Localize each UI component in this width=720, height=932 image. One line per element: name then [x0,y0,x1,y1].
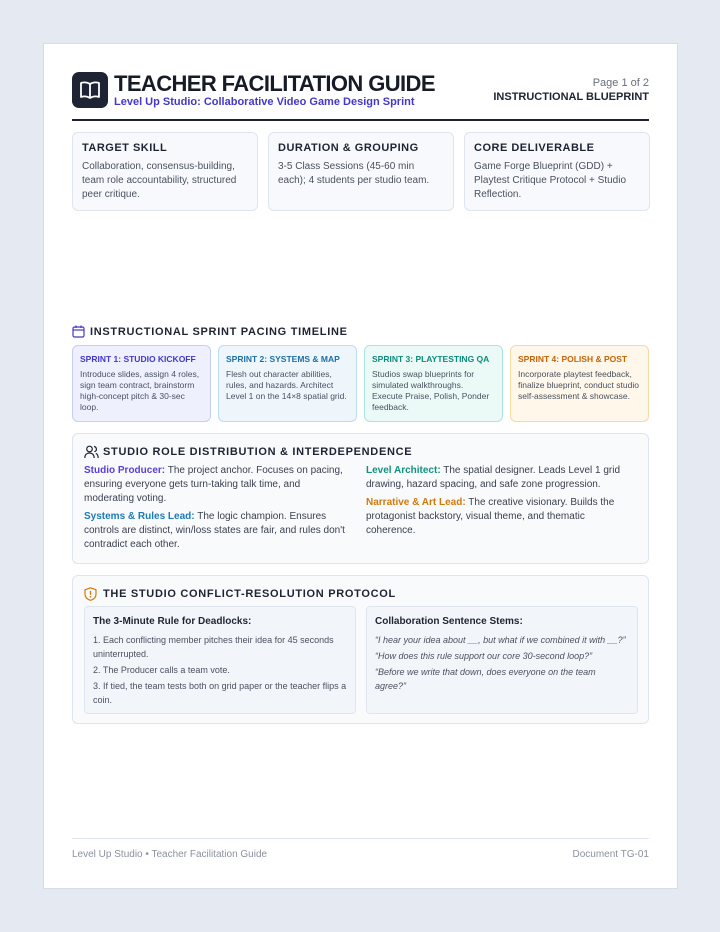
page-subtitle: Level Up Studio: Collaborative Video Game Design Sprint [114,96,415,108]
sprint-heading: SPRINT 4: POLISH & POST [518,354,628,364]
role-description: The creative visionary. Builds the protagonist backstory, visual theme, and thematic coherence. [366,497,615,536]
role-studio-producer [84,464,352,506]
deadlock-rule-box [84,606,356,714]
sprint-card-3 [364,345,503,422]
rule-step: 1. Each conflicting member pitches their idea for 45 seconds uninterrupted. [93,635,334,659]
document-type: INSTRUCTIONAL BLUEPRINT [493,91,649,103]
rule-step: 2. The Producer calls a team vote. [93,665,230,675]
role-description: The spatial designer. Leads Level 1 grid drawing, hazard spacing, and safe zone progression. [366,465,621,490]
role-name: Systems & Rules Lead: [84,511,195,522]
info-card-body: Game Forge Blueprint (GDD) + Playtest Critique Protocol + Studio Reflection. [474,161,627,200]
sentence-stem: “I hear your idea about __, but what if we combined it with __?” [375,635,626,645]
sprint-card-1 [72,345,211,422]
sprint-heading: SPRINT 1: STUDIO KICKOFF [80,354,196,364]
role-name: Narrative & Art Lead: [366,497,466,508]
sentence-stem: “Before we write that down, does everyone on the team agree?” [375,667,596,691]
info-card-heading: TARGET SKILL [82,142,168,154]
deadlock-rule-title: The 3-Minute Rule for Deadlocks: [93,616,252,627]
info-card-duration [268,132,454,211]
role-description: The logic champion. Ensures controls are distinct, win/loss states are fair, and rules don't contradict each other. [84,511,345,550]
sprint-body: Flesh out character abilities, rules, and hazards. Architect Level 1 on the 14×8 spatial grid. [226,369,347,401]
role-narrative-lead [366,496,634,538]
roles-title: STUDIO ROLE DISTRIBUTION & INTERDEPENDENCE [103,446,413,458]
info-card-heading: DURATION & GROUPING [278,142,419,154]
document-page [43,43,678,889]
footer [72,838,649,860]
shield-alert-icon [84,587,97,601]
sprint-card-2 [218,345,357,422]
sentence-stems-title: Collaboration Sentence Stems: [375,616,523,627]
role-name: Level Architect: [366,465,441,476]
roles-panel [72,433,649,564]
info-card-body: 3-5 Class Sessions (45-60 min each); 4 students per studio team. [278,161,430,186]
sentence-stem: “How does this rule support our core 30-second loop?” [375,651,593,661]
role-systems-lead [84,510,352,552]
info-card-target-skill [72,132,258,211]
info-card-body: Collaboration, consensus-building, team role accountability, structured peer critique. [82,161,237,200]
sprint-body: Studios swap blueprints for simulated walkthroughs. Execute Praise, Polish, Ponder feedback. [372,369,490,412]
book-icon [72,72,108,108]
conflict-panel [72,575,649,724]
role-name: Studio Producer: [84,465,166,476]
conflict-title: THE STUDIO CONFLICT-RESOLUTION PROTOCOL [103,588,396,600]
sprint-body: Introduce slides, assign 4 roles, sign team contract, brainstorm high-concept pitch & 30-sec loop. [80,369,200,412]
sprint-card-4 [510,345,649,422]
sprint-body: Incorporate playtest feedback, finalize blueprint, conduct studio self-assessment & showcase. [518,369,639,401]
sprint-heading: SPRINT 2: SYSTEMS & MAP [226,354,340,364]
footer-right: Document TG-01 [572,849,649,860]
role-level-architect [366,464,634,492]
role-description: The project anchor. Focuses on pacing, ensuring everyone gets turn-taking talk time, and moderating voting. [84,465,343,504]
calendar-icon [72,325,85,338]
info-card-deliverable [464,132,650,211]
header [72,72,649,121]
page-number: Page 1 of 2 [592,77,649,89]
roles-right-column [366,464,634,542]
roles-left-column [84,464,352,556]
info-card-heading: CORE DELIVERABLE [474,142,595,154]
sentence-stems-box [366,606,638,714]
sprint-heading: SPRINT 3: PLAYTESTING QA [372,354,490,364]
rule-step: 3. If tied, the team tests both on grid paper or the teacher flips a coin. [93,681,347,705]
timeline-title: INSTRUCTIONAL SPRINT PACING TIMELINE [90,326,348,338]
page-title: TEACHER FACILITATION GUIDE [114,71,435,96]
footer-left: Level Up Studio • Teacher Facilitation Guide [72,849,268,860]
users-icon [84,445,99,459]
